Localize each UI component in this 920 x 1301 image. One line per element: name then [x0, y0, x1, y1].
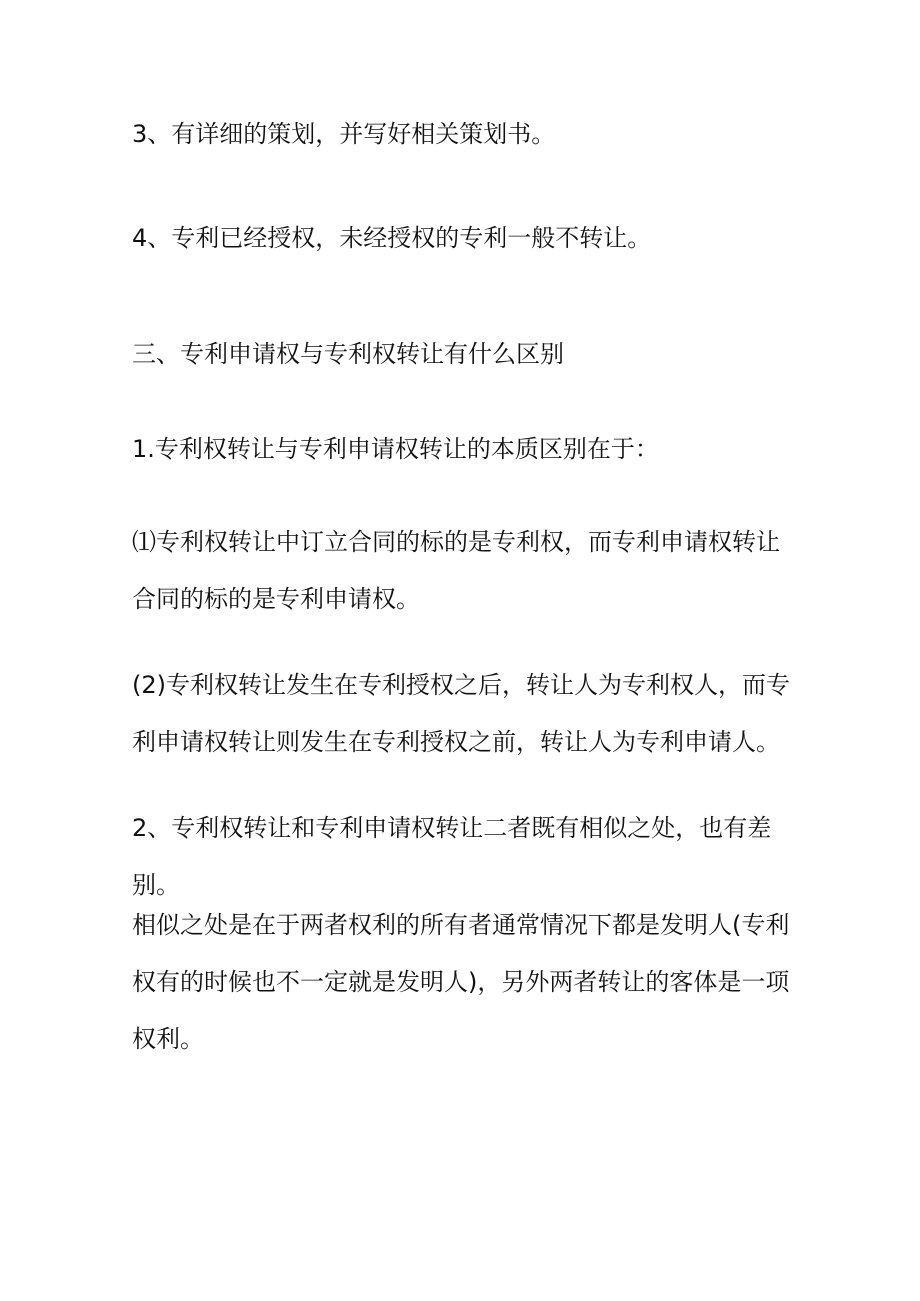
section-heading-difference: 三、专利申请权与专利权转让有什么区别	[132, 340, 564, 368]
similarities-paragraph: 相似之处是在于两者权利的所有者通常情况下都是发明人(专利权有的时候也不一定就是发明人)，另外两者转让的客体是一项权利。	[132, 911, 790, 1053]
item-4-patent-authorized: 4、专利已经授权，未经授权的专利一般不转让。	[132, 224, 652, 252]
subitem-2-transfer-timing: (2)专利权转让发生在专利授权之后，转让人为专利权人，而专利申请权转让则发生在专利授权之前，转让人为专利申请人。	[132, 671, 790, 756]
item-2-similarities-differences: 2、专利权转让和专利申请权转让二者既有相似之处，也有差别。	[132, 814, 772, 899]
subitem-1-contract-subject: ⑴专利权转让中订立合同的标的是专利权，而专利申请权转让合同的标的是专利申请权。	[132, 528, 780, 613]
item-1-essential-difference: 1.专利权转让与专利申请权转让的本质区别在于：	[132, 435, 659, 463]
item-3-detailed-plan: 3、有详细的策划，并写好相关策划书。	[132, 120, 556, 148]
